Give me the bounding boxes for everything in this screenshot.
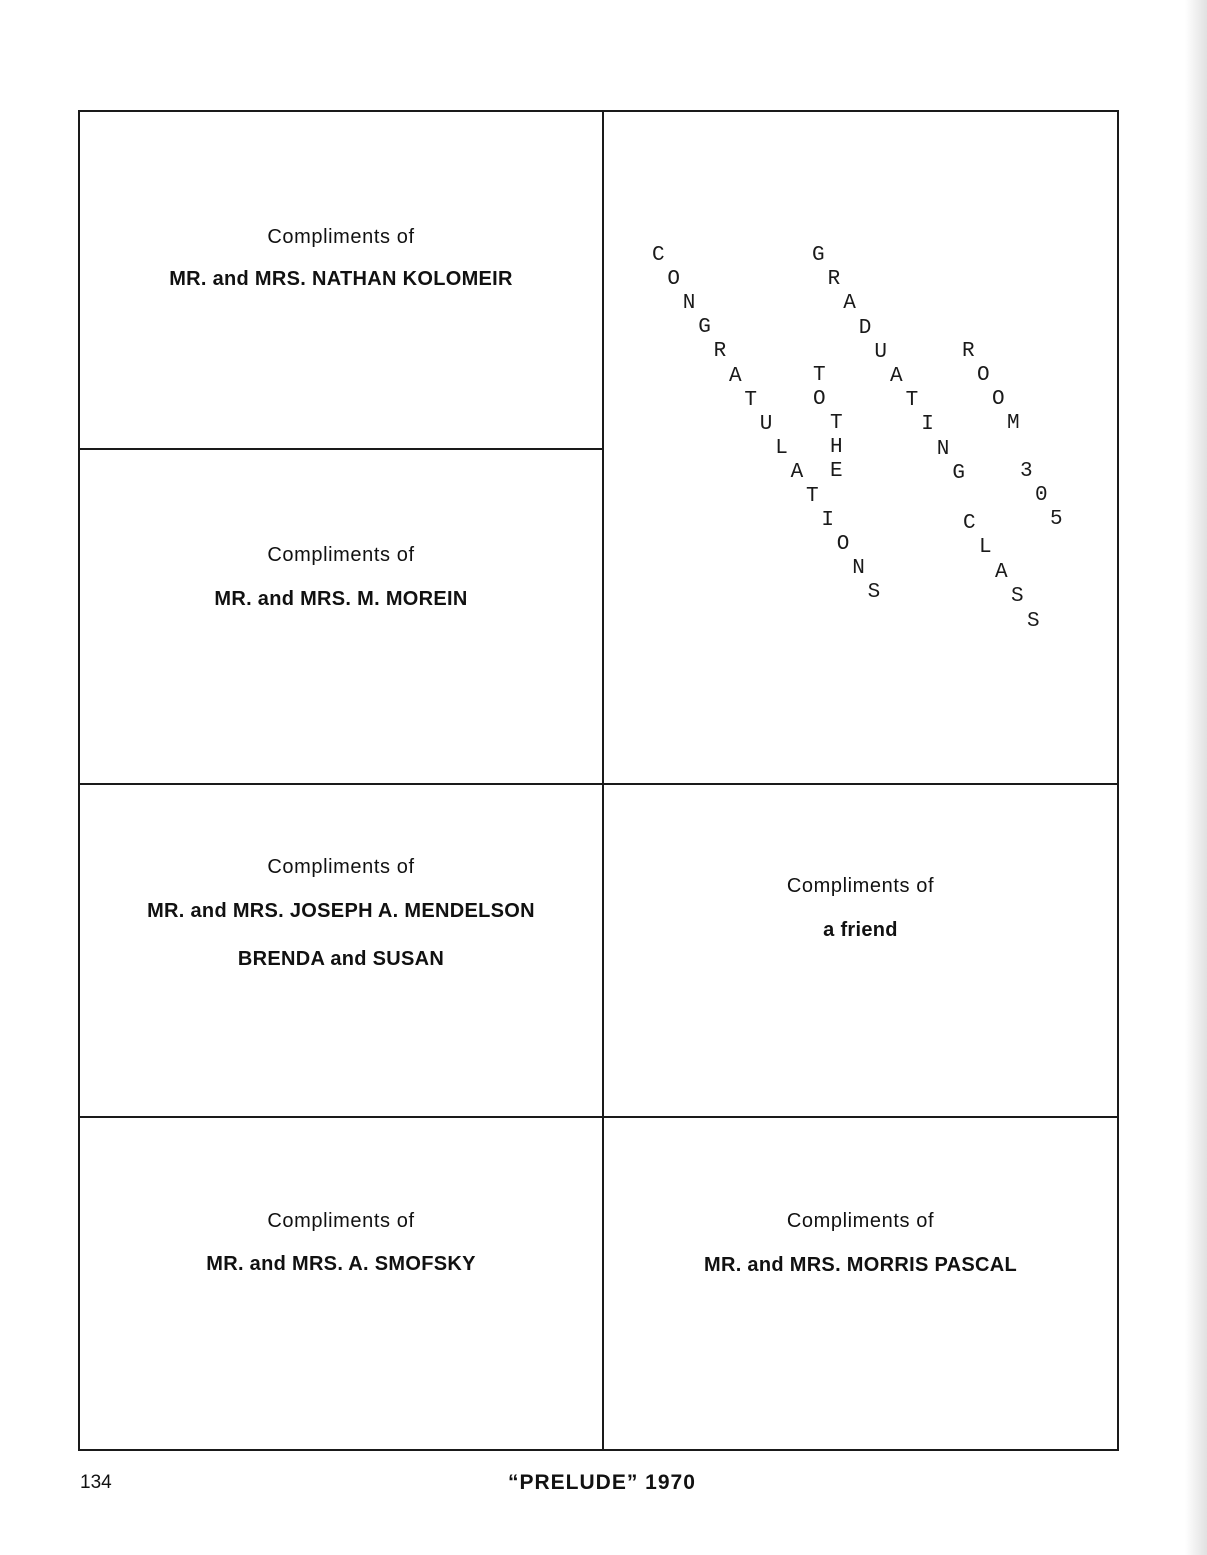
acrostic-letter: 5 (1050, 508, 1063, 531)
acrostic-letter: I (921, 413, 934, 437)
acrostic-letter: R (713, 340, 727, 364)
ad-friend (604, 785, 1117, 1116)
ad-lead: Compliments of (786, 875, 935, 897)
acrostic-letter: T (830, 412, 843, 435)
acrostic-letter: S (867, 581, 881, 605)
acrostic-letter: O (977, 364, 990, 387)
acrostic-letter: G (698, 316, 711, 340)
acrostic-letter: T (813, 364, 826, 387)
acrostic-letter: R (827, 268, 841, 292)
ad-name-second-line: BRENDA and SUSAN (237, 948, 445, 970)
acrostic-letter: L (979, 536, 992, 560)
acrostic-letter: A (995, 560, 1008, 584)
congratulations-acrostic (600, 240, 1100, 660)
page-edge-shadow (1185, 0, 1207, 1555)
acrostic-letter: I (821, 509, 834, 533)
acrostic-letter: T (744, 388, 757, 412)
acrostic-letter: A (729, 364, 742, 388)
ad-name: MR. and MRS. NATHAN KOLOMEIR (169, 268, 513, 290)
ad-lead: Compliments of (267, 544, 415, 566)
acrostic-letter: C (963, 512, 976, 535)
acrostic-letter: D (858, 316, 872, 340)
ad-morein (80, 450, 602, 783)
acrostic-letter: N (936, 437, 950, 461)
acrostic-letter: S (1011, 585, 1024, 609)
acrostic-letter: E (830, 460, 843, 483)
acrostic-letter: U (759, 412, 773, 436)
ad-lead: Compliments of (267, 856, 415, 878)
acrostic-letter: U (874, 340, 887, 364)
acrostic-letter: G (812, 244, 825, 267)
ad-kolomeir (80, 112, 602, 448)
acrostic-letter: O (836, 533, 850, 557)
acrostic-letter: N (682, 292, 696, 316)
acrostic-letter: S (1027, 609, 1040, 633)
ad-lead: Compliments of (786, 1210, 935, 1232)
page-number: 134 (80, 1472, 112, 1493)
acrostic-letter: O (992, 388, 1005, 411)
acrostic-letter: A (890, 365, 903, 388)
ad-name: a friend (823, 919, 898, 941)
ad-smofsky (80, 1118, 602, 1449)
acrostic-letter: C (652, 244, 665, 267)
acrostic-letter: N (852, 557, 865, 581)
acrostic-letter: G (952, 461, 965, 485)
acrostic-letter: M (1007, 412, 1020, 435)
ad-name: MR. and MRS. MORRIS PASCAL (704, 1254, 1017, 1276)
ad-lead: Compliments of (267, 1210, 415, 1232)
acrostic-letter: L (775, 436, 788, 460)
ad-mendelson (80, 785, 602, 1116)
acrostic-letter: T (806, 485, 819, 508)
ad-name: MR. and MRS. JOSEPH A. MENDELSON (147, 900, 535, 922)
acrostic-letter: 0 (1035, 484, 1048, 507)
ad-name: MR. and MRS. A. SMOFSKY (206, 1253, 476, 1275)
acrostic-letter: O (667, 268, 680, 292)
acrostic-letter: O (813, 388, 826, 411)
acrostic-letter: T (905, 389, 919, 413)
ad-pascal (604, 1118, 1117, 1449)
ad-name: MR. and MRS. M. MOREIN (214, 588, 468, 610)
acrostic-letter: A (843, 292, 856, 316)
acrostic-letter: H (830, 436, 843, 459)
acrostic-letter: R (962, 340, 975, 363)
ad-lead: Compliments of (267, 226, 415, 248)
acrostic-letter: 3 (1020, 460, 1033, 483)
acrostic-letter: A (790, 460, 804, 484)
yearbook-title: “PRELUDE” 1970 (508, 1471, 696, 1494)
